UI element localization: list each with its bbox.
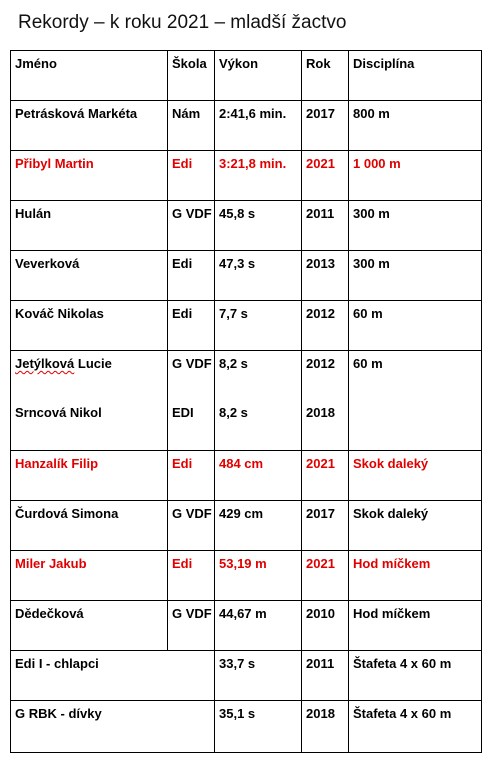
cell-performance: 47,3 s xyxy=(215,251,302,301)
cell-year: 2021 xyxy=(302,451,349,501)
cell-discipline: 800 m xyxy=(349,101,482,151)
cell-year: 2017 xyxy=(302,501,349,551)
cell-year: 2012 2018 xyxy=(302,351,349,451)
name-line: Jetýlková Lucie xyxy=(15,356,112,371)
table-row xyxy=(11,501,482,551)
name-line: Srncová Nikol xyxy=(15,405,102,420)
cell-discipline: Štafeta 4 x 60 m xyxy=(349,701,482,753)
cell-name: Veverková xyxy=(11,251,168,301)
table-row-record-2021 xyxy=(11,151,482,201)
cell-school: Edi xyxy=(168,301,215,351)
cell-performance: 2:41,6 min. xyxy=(215,101,302,151)
header-school: Škola xyxy=(168,51,215,101)
cell-school: G VDF xyxy=(168,201,215,251)
cell-discipline: Hod míčkem xyxy=(349,601,482,651)
table-row xyxy=(11,201,482,251)
cell-name xyxy=(11,351,168,451)
cell-name: Kováč Nikolas xyxy=(11,301,168,351)
cell-school: Edi xyxy=(168,551,215,601)
cell-name: Přibyl Martin xyxy=(11,151,168,201)
table-row xyxy=(11,101,482,151)
table-row-relay xyxy=(11,701,482,753)
cell-year: 2021 xyxy=(302,551,349,601)
cell-name: Miler Jakub xyxy=(11,551,168,601)
header-discipline: Disciplína xyxy=(349,51,482,101)
cell-performance: 53,19 m xyxy=(215,551,302,601)
page-title: Rekordy – k roku 2021 – mladší žactvo xyxy=(18,12,347,33)
table-header-row xyxy=(11,51,482,101)
cell-discipline: 300 m xyxy=(349,251,482,301)
cell-discipline: 60 m xyxy=(349,351,482,451)
table-row-record-2021 xyxy=(11,451,482,501)
cell-performance: 33,7 s xyxy=(215,651,302,701)
cell-team: Edi I - chlapci xyxy=(11,651,215,701)
cell-performance: 484 cm xyxy=(215,451,302,501)
cell-discipline: 300 m xyxy=(349,201,482,251)
header-name: Jméno xyxy=(11,51,168,101)
table-row xyxy=(11,301,482,351)
cell-performance: 44,67 m xyxy=(215,601,302,651)
cell-year: 2011 xyxy=(302,651,349,701)
records-table xyxy=(10,50,482,753)
cell-team: G RBK - dívky xyxy=(11,701,215,753)
cell-name: Čurdová Simona xyxy=(11,501,168,551)
cell-name: Petrásková Markéta xyxy=(11,101,168,151)
cell-school: G VDF xyxy=(168,501,215,551)
cell-school: Nám xyxy=(168,101,215,151)
cell-year: 2010 xyxy=(302,601,349,651)
cell-name: Dědečková xyxy=(11,601,168,651)
cell-performance: 7,7 s xyxy=(215,301,302,351)
cell-year: 2018 xyxy=(302,701,349,753)
cell-school: Edi xyxy=(168,451,215,501)
cell-school: G VDF EDI xyxy=(168,351,215,451)
cell-performance: 3:21,8 min. xyxy=(215,151,302,201)
cell-discipline: 1 000 m xyxy=(349,151,482,201)
table-row-record-2021 xyxy=(11,551,482,601)
cell-discipline: 60 m xyxy=(349,301,482,351)
cell-discipline: Štafeta 4 x 60 m xyxy=(349,651,482,701)
cell-school: Edi xyxy=(168,151,215,201)
cell-discipline: Skok daleký xyxy=(349,451,482,501)
cell-name: Hulán xyxy=(11,201,168,251)
cell-year: 2011 xyxy=(302,201,349,251)
cell-year: 2013 xyxy=(302,251,349,301)
cell-performance: 429 cm xyxy=(215,501,302,551)
cell-discipline: Hod míčkem xyxy=(349,551,482,601)
header-year: Rok xyxy=(302,51,349,101)
cell-school: G VDF xyxy=(168,601,215,651)
table-row-relay xyxy=(11,651,482,701)
table-row-double xyxy=(11,351,482,451)
cell-performance: 45,8 s xyxy=(215,201,302,251)
cell-discipline: Skok daleký xyxy=(349,501,482,551)
header-performance: Výkon xyxy=(215,51,302,101)
cell-year: 2012 xyxy=(302,301,349,351)
cell-year: 2021 xyxy=(302,151,349,201)
spellcheck-word: Jetýlková xyxy=(15,356,75,371)
cell-performance: 35,1 s xyxy=(215,701,302,753)
table-row xyxy=(11,251,482,301)
cell-school: Edi xyxy=(168,251,215,301)
table-row xyxy=(11,601,482,651)
cell-performance: 8,2 s 8,2 s xyxy=(215,351,302,451)
cell-year: 2017 xyxy=(302,101,349,151)
cell-name: Hanzalík Filip xyxy=(11,451,168,501)
